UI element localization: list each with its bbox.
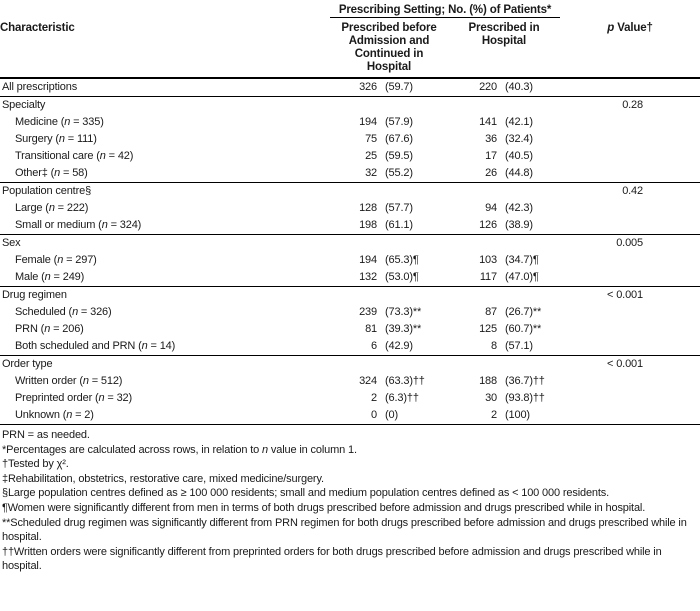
in-hospital-percent-cell: (34.7)¶ xyxy=(505,254,539,266)
in-hospital-count-cell: 188 xyxy=(479,375,497,387)
before-admission-percent-cell: (0) xyxy=(378,407,448,425)
table-row xyxy=(0,269,700,287)
footnote: ‡Rehabilitation, obstetrics, restorative care, mixed medicine/surgery. xyxy=(2,472,324,485)
prescribing-setting-table xyxy=(0,3,700,425)
in-hospital-percent-cell: (32.4) xyxy=(505,133,533,145)
characteristic-cell: Specialty xyxy=(2,99,46,111)
in-hospital-count-cell xyxy=(448,183,498,201)
p-value-cell: 0.005 xyxy=(616,237,643,249)
in-hospital-percent-cell xyxy=(498,97,560,115)
p-value-cell xyxy=(560,321,700,338)
before-admission-count-cell: 128 xyxy=(359,202,377,214)
before-admission-percent-cell xyxy=(378,97,448,115)
table-row xyxy=(0,338,700,356)
in-hospital-percent-cell xyxy=(498,183,560,201)
p-value-cell: < 0.001 xyxy=(607,358,643,370)
p-value-cell xyxy=(560,390,700,407)
characteristic-cell: Transitional care (n = 42) xyxy=(15,150,134,162)
in-hospital-percent-cell xyxy=(498,356,560,374)
table-row xyxy=(0,217,700,235)
table-row xyxy=(0,287,700,305)
in-hospital-percent-cell: (40.3) xyxy=(505,81,533,93)
in-hospital-percent-cell: (40.5) xyxy=(505,150,533,162)
in-hospital-percent-cell: (60.7)** xyxy=(505,323,542,335)
before-admission-column-header xyxy=(330,18,448,79)
in-hospital-count-cell xyxy=(448,356,498,374)
before-admission-count-cell: 324 xyxy=(359,375,377,387)
footnote: †Tested by χ². xyxy=(2,458,69,471)
p-value-cell xyxy=(560,131,700,148)
table-body xyxy=(0,78,700,425)
before-admission-count-cell: 75 xyxy=(365,133,377,145)
p-value-cell xyxy=(560,407,700,425)
in-hospital-percent-cell: (100) xyxy=(498,407,560,425)
in-hospital-percent-cell xyxy=(498,287,560,305)
before-admission-percent-cell: (63.3)†† xyxy=(385,375,425,387)
column-group-header: Prescribing Setting; No. (%) of Patients* xyxy=(330,3,560,18)
p-value-cell xyxy=(560,148,700,165)
p-value-cell: 0.28 xyxy=(622,99,643,111)
p-value-cell: 0.42 xyxy=(622,185,643,197)
table-row xyxy=(0,78,700,97)
in-hospital-count-cell: 94 xyxy=(485,202,497,214)
in-hospital-count-cell: 87 xyxy=(485,306,497,318)
before-admission-count-cell xyxy=(330,97,378,115)
characteristic-cell: Preprinted order (n = 32) xyxy=(15,392,133,404)
table-row xyxy=(0,356,700,374)
before-admission-count-cell: 326 xyxy=(359,81,377,93)
before-admission-count-cell: 25 xyxy=(365,150,377,162)
spanner-spacer-left xyxy=(0,3,330,18)
before-admission-percent-cell xyxy=(378,235,448,253)
before-admission-count-cell xyxy=(330,183,378,201)
table-row xyxy=(0,390,700,407)
in-hospital-percent-cell: (93.8)†† xyxy=(505,392,545,404)
before-admission-percent-cell: (73.3)** xyxy=(385,306,422,318)
in-hospital-percent-cell: (38.9) xyxy=(505,219,533,231)
p-value-header-italic-p: p xyxy=(607,21,615,34)
in-hospital-count-cell: 141 xyxy=(479,116,497,128)
in-hospital-count-cell: 30 xyxy=(485,392,497,404)
characteristic-cell: Population centre§ xyxy=(2,185,92,197)
footnote: §Large population centres defined as ≥ 100 000 residents; small and medium population centres defined as < 100 000 residents. xyxy=(2,487,610,500)
in-hospital-count-cell: 103 xyxy=(479,254,497,266)
table-row xyxy=(0,148,700,165)
in-hospital-count-cell: 2 xyxy=(448,407,498,425)
in-hospital-count-cell: 220 xyxy=(479,81,497,93)
before-admission-percent-cell: (42.9) xyxy=(385,340,413,352)
characteristic-cell: Small or medium (n = 324) xyxy=(15,219,142,231)
characteristic-cell: All prescriptions xyxy=(2,81,78,93)
before-admission-percent-cell: (67.6) xyxy=(385,133,413,145)
footnote: *Percentages are calculated across rows, in relation to n value in column 1. xyxy=(2,443,357,456)
table-row xyxy=(0,183,700,201)
characteristic-cell: Large (n = 222) xyxy=(15,202,89,214)
in-hospital-percent-cell: (57.1) xyxy=(505,340,533,352)
in-hospital-percent-cell: (44.8) xyxy=(505,167,533,179)
table-row xyxy=(0,321,700,338)
p-value-column-header xyxy=(560,18,700,79)
table-row xyxy=(0,114,700,131)
p-value-cell xyxy=(560,373,700,390)
table-footnotes xyxy=(0,425,700,574)
before-admission-count-cell: 132 xyxy=(359,271,377,283)
characteristic-cell: Written order (n = 512) xyxy=(15,375,123,387)
characteristic-cell: Unknown (n = 2) xyxy=(0,407,330,425)
before-admission-percent-cell: (59.5) xyxy=(385,150,413,162)
before-admission-count-cell xyxy=(330,356,378,374)
table-row xyxy=(0,200,700,217)
before-admission-count-cell xyxy=(330,287,378,305)
before-admission-count-cell xyxy=(330,235,378,253)
characteristic-cell: Other‡ (n = 58) xyxy=(15,167,88,179)
table-row xyxy=(0,407,700,425)
table-row xyxy=(0,373,700,390)
in-hospital-percent-cell: (42.1) xyxy=(505,116,533,128)
characteristic-cell: Drug regimen xyxy=(2,289,67,301)
p-value-cell xyxy=(560,304,700,321)
before-admission-count-cell: 194 xyxy=(359,116,377,128)
before-admission-count-cell: 198 xyxy=(359,219,377,231)
in-hospital-count-cell xyxy=(448,235,498,253)
before-admission-count-cell: 32 xyxy=(365,167,377,179)
p-value-cell xyxy=(560,165,700,183)
in-hospital-count-cell: 117 xyxy=(479,271,497,283)
p-value-cell xyxy=(560,114,700,131)
characteristic-cell: Surgery (n = 111) xyxy=(15,133,97,145)
before-admission-count-cell: 81 xyxy=(365,323,377,335)
footnote: **Scheduled drug regimen was significantly different from PRN regimen for both drugs prescribed before admission and drugs prescribed while in hospital. xyxy=(2,516,687,544)
before-admission-percent-cell: (61.1) xyxy=(385,219,413,231)
table-header xyxy=(0,3,700,78)
before-admission-count-cell: 194 xyxy=(359,254,377,266)
characteristic-cell: Male (n = 249) xyxy=(15,271,85,283)
footnote: ¶Women were significantly different from men in terms of both drugs prescribed before admission and drugs prescribed while in hospital. xyxy=(2,501,646,514)
in-hospital-column-header xyxy=(448,18,560,79)
table-row xyxy=(0,235,700,253)
in-hospital-count-cell: 126 xyxy=(479,219,497,231)
table-row xyxy=(0,131,700,148)
before-admission-percent-cell: (57.9) xyxy=(385,116,413,128)
before-admission-percent-cell: (59.7) xyxy=(385,81,413,93)
characteristic-cell: Both scheduled and PRN (n = 14) xyxy=(15,340,176,352)
before-admission-percent-cell: (39.3)** xyxy=(385,323,422,335)
p-value-cell xyxy=(560,78,700,97)
characteristic-cell: Medicine (n = 335) xyxy=(15,116,104,128)
in-hospital-count-cell: 26 xyxy=(485,167,497,179)
in-hospital-count-cell: 36 xyxy=(485,133,497,145)
footnote: ††Written orders were significantly different from preprinted orders for both drugs prescribed before admission and drugs prescribed while in hospital. xyxy=(2,545,662,573)
p-value-cell xyxy=(560,217,700,235)
before-admission-count-cell: 2 xyxy=(371,392,377,404)
spanner-spacer-right xyxy=(560,3,700,18)
before-admission-percent-cell: (55.2) xyxy=(385,167,413,179)
in-hospital-column-header-text: Prescribed in Hospital xyxy=(468,22,540,47)
in-hospital-count-cell xyxy=(448,97,498,115)
before-admission-column-header-text: Prescribed before Admission and Continued in Hospital xyxy=(341,22,437,73)
table-row xyxy=(0,252,700,269)
before-admission-percent-cell xyxy=(378,356,448,374)
before-admission-count-cell: 0 xyxy=(330,407,378,425)
p-value-header-text: Value† xyxy=(617,21,653,34)
in-hospital-count-cell: 17 xyxy=(485,150,497,162)
in-hospital-percent-cell: (36.7)†† xyxy=(505,375,545,387)
in-hospital-percent-cell: (42.3) xyxy=(505,202,533,214)
footnote: PRN = as needed. xyxy=(2,429,90,441)
in-hospital-count-cell: 125 xyxy=(479,323,497,335)
before-admission-percent-cell xyxy=(378,183,448,201)
characteristic-cell: Order type xyxy=(2,358,53,370)
in-hospital-count-cell xyxy=(448,287,498,305)
p-value-cell xyxy=(560,269,700,287)
in-hospital-percent-cell: (26.7)** xyxy=(505,306,542,318)
in-hospital-percent-cell xyxy=(498,235,560,253)
before-admission-percent-cell xyxy=(378,287,448,305)
in-hospital-count-cell: 8 xyxy=(491,340,497,352)
characteristic-column-header: Characteristic xyxy=(0,18,330,79)
before-admission-percent-cell: (6.3)†† xyxy=(385,392,419,404)
characteristic-cell: PRN (n = 206) xyxy=(15,323,84,335)
before-admission-percent-cell: (65.3)¶ xyxy=(385,254,419,266)
before-admission-percent-cell: (53.0)¶ xyxy=(385,271,419,283)
spanner-row xyxy=(0,3,700,18)
p-value-cell xyxy=(560,200,700,217)
before-admission-count-cell: 239 xyxy=(359,306,377,318)
column-header-row xyxy=(0,18,700,79)
before-admission-count-cell: 6 xyxy=(371,340,377,352)
before-admission-percent-cell: (57.7) xyxy=(385,202,413,214)
p-value-cell xyxy=(560,252,700,269)
table-row xyxy=(0,97,700,115)
p-value-cell xyxy=(560,338,700,356)
p-value-cell: < 0.001 xyxy=(607,289,643,301)
table-row xyxy=(0,165,700,183)
characteristic-cell: Female (n = 297) xyxy=(15,254,97,266)
characteristic-cell: Sex xyxy=(2,237,21,249)
table-row xyxy=(0,304,700,321)
characteristic-cell: Scheduled (n = 326) xyxy=(15,306,112,318)
in-hospital-percent-cell: (47.0)¶ xyxy=(505,271,539,283)
